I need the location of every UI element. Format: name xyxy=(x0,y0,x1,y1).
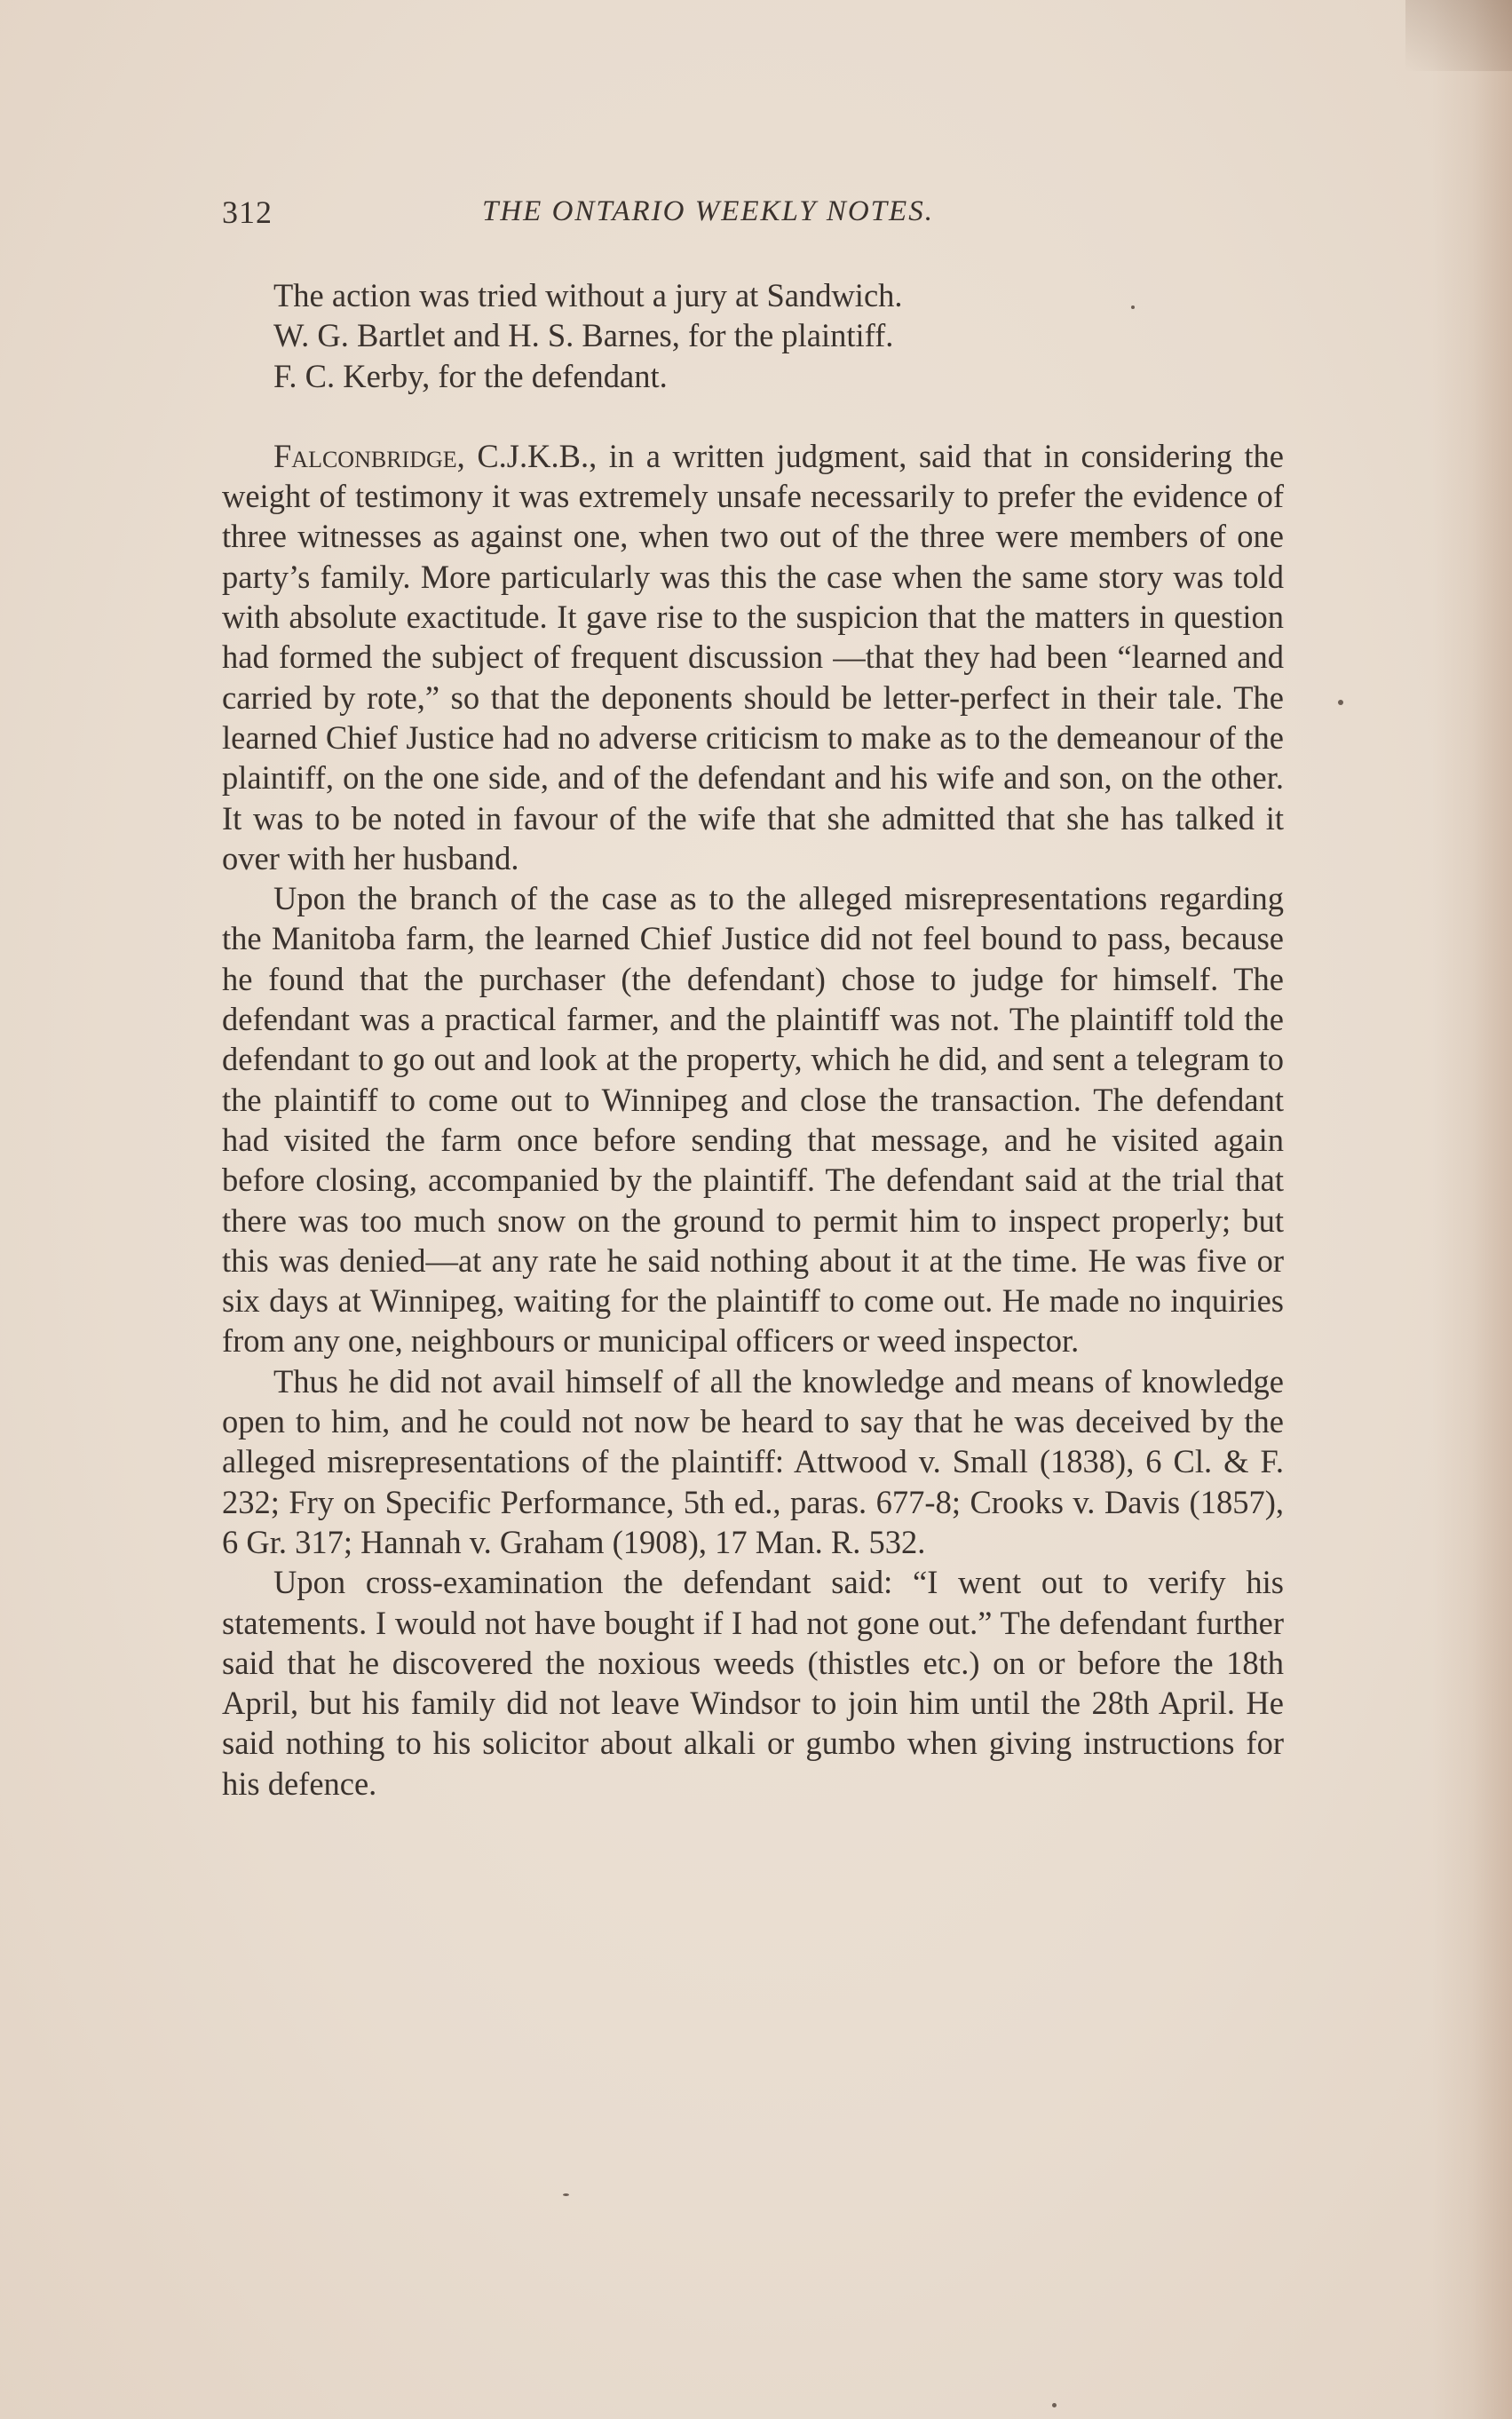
paragraph-plaintiff-counsel: W. G. Bartlet and H. S. Barnes, for the plaintiff. xyxy=(273,317,894,354)
paragraph-judgment xyxy=(222,436,1284,878)
paragraph-knowledge: Thus he did not avail himself of all the knowledge and means of knowledge open to him, and he could not now be heard to say that he was deceived by the alleged misrepresentations of the plaintiff: Attwood v. Small (1838), 6 Cl. & F. 232; Fry on Specific Performance, 5th ed., paras. 677-8; Crooks v. Davis (1857), 6 Gr. 317; Hannah v. Graham (1908), 17 Man. R. 532. xyxy=(222,1362,1284,1560)
paragraph-trial-note: The action was tried without a jury at Sandwich. xyxy=(273,277,903,313)
page-header xyxy=(222,194,1287,247)
body-text xyxy=(222,275,1284,1804)
paragraph-cross-examination: Upon cross-examination the defendant said: “I went out to verify his statements. I would not have bought if I had not gone out.” The defendant further said that he discovered the noxious weeds (thistles etc.) on or before the 18th April, but his family did not leave Windsor to join him until the 28th April. He said nothing to his solicitor about alkali or gumbo when giving instructions for his defence. xyxy=(222,1564,1284,1802)
page-corner-shadow xyxy=(1405,0,1512,71)
running-title: THE ONTARIO WEEKLY NOTES. xyxy=(482,195,934,227)
page-edge-shadow xyxy=(1432,0,1512,2419)
page-number: 312 xyxy=(222,194,273,230)
paragraph-defendant-counsel: F. C. Kerby, for the defendant. xyxy=(273,357,668,394)
paper-speck xyxy=(563,2193,569,2196)
paper-speck xyxy=(1131,305,1135,309)
paragraph-judgment-text: C.J.K.B., in a written judgment, said that in considering the weight of testimony it was extremely unsafe necessarily to prefer the evidence of three witnesses as against one, when two out of the three were members of one party’s family. More particularly was this the case when the same story was told with absolute exactitude. It gave rise to the suspicion that the matters in question had formed the subject of frequent discussion —that they had been “learned and carried by rote,” so that the deponents should be letter-perfect in their tale. The learned Chief Justice had no adverse criticism to make as to the demeanour of the plaintiff, on the one side, and of the defendant and his wife and son, on the other. It was to be noted in favour of the wife that she admitted that she has talked it over with her husband. xyxy=(222,437,1284,876)
judge-name: Falconbridge, xyxy=(273,437,465,474)
paragraph-misrepresentation: Upon the branch of the case as to the alleged misrepresentations regarding the Manitoba farm, the learned Chief Justice did not feel bound to pass, because he found that the purchaser (the defendant) chose to judge for himself. The defendant was a practical farmer, and the plaintiff was not. The plaintiff told the defendant to go out and look at the property, which he did, and sent a telegram to the plaintiff to come out to Winnipeg and close the transaction. The defendant had visited the farm once before sending that message, and he visited again before closing, accompanied by the plaintiff. The defendant said at the trial that there was too much snow on the ground to permit him to inspect properly; but this was denied—at any rate he said nothing about it at the time. He was five or six days at Winnipeg, waiting for the plaintiff to come out. He made no inquiries from any one, neighbours or municipal officers or weed inspector. xyxy=(222,880,1284,1360)
paper-speck xyxy=(1052,2403,1057,2407)
paper-speck xyxy=(1338,700,1343,705)
